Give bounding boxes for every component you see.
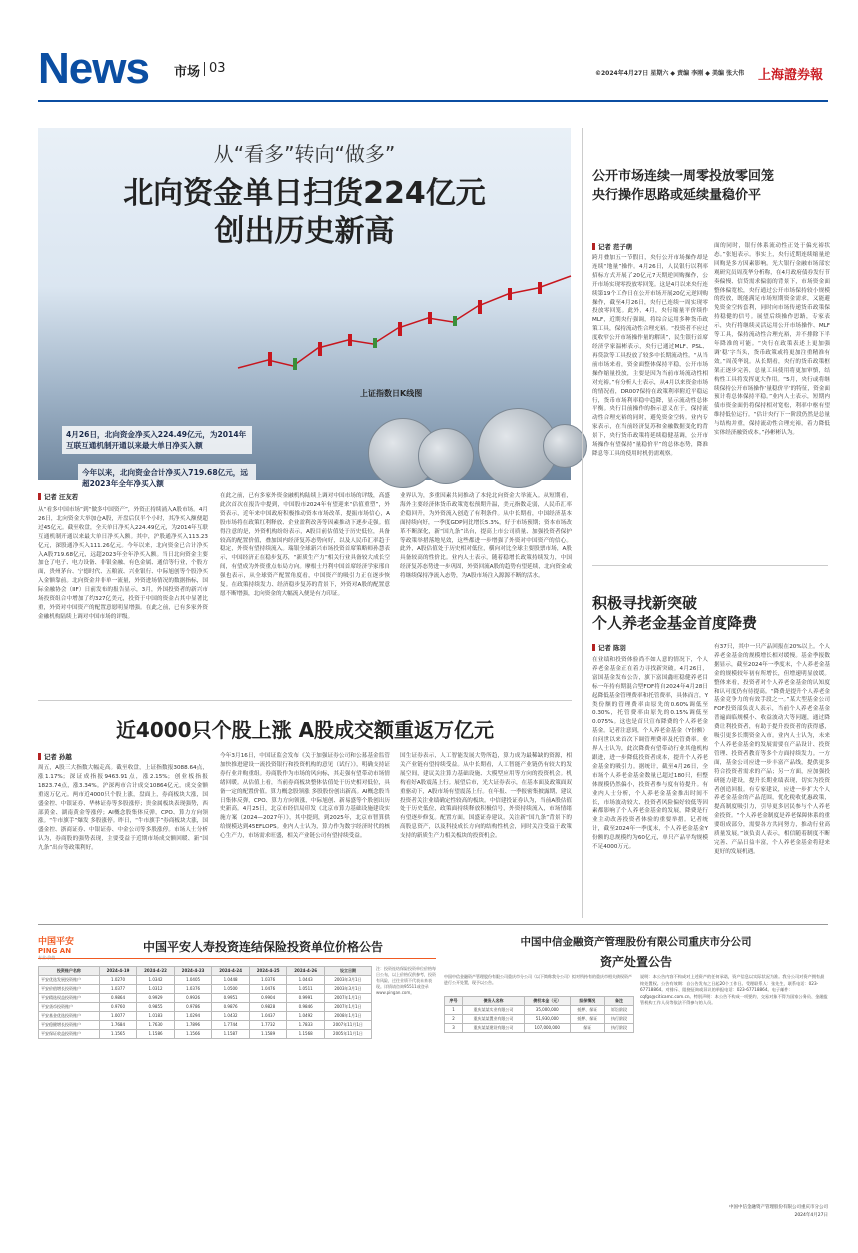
table-cell: 1.0443	[287, 976, 325, 985]
ads-rule	[38, 924, 828, 925]
section-divider	[204, 62, 205, 76]
table-cell: 1.7630	[137, 1021, 175, 1030]
table-cell: 1.0377	[99, 985, 137, 994]
table-row	[445, 1006, 634, 1015]
table-cell: 0.9876	[212, 1003, 250, 1012]
index-trend-line	[238, 276, 571, 368]
table-row	[39, 1003, 372, 1012]
header-rule	[38, 100, 828, 102]
section-rule	[592, 565, 828, 566]
headline-line2: 创出历史新高	[214, 214, 395, 249]
table-cell: 重庆某某实业有限公司	[462, 1006, 524, 1015]
story2-title-2: 央行操作思路或延续量稳价平	[592, 188, 762, 203]
table-row	[445, 1015, 634, 1024]
table-cell: 平安货币投资账户	[39, 1003, 100, 1012]
table-cell: 2007年1月1日	[324, 994, 371, 1003]
table-cell: 2007年1月1日	[324, 1003, 371, 1012]
table-cell: 3	[445, 1024, 463, 1033]
story2-title-1: 公开市场连续一周零投放零回笼	[592, 169, 775, 184]
table-cell: 0.9846	[287, 1003, 325, 1012]
table-cell: 51,930,000	[525, 1015, 571, 1024]
citic-asset-table	[444, 996, 634, 1033]
table-cell: 1.1589	[249, 1030, 287, 1039]
table-cell: 1.0376	[174, 985, 212, 994]
table-cell: 执行阶段	[605, 1015, 634, 1024]
lead-hero-image	[38, 128, 571, 488]
table-header-cell: 投资账户名称	[39, 967, 100, 976]
story4-byline: 记者 孙越	[38, 752, 72, 761]
table-cell: 1.0183	[137, 1012, 175, 1021]
masthead	[38, 44, 828, 102]
table-cell: 1.7744	[212, 1021, 250, 1030]
table-header-cell: 2024-4-23	[174, 967, 212, 976]
table-row	[39, 1012, 372, 1021]
citic-ad	[444, 934, 828, 1234]
table-cell: 1.7833	[287, 1021, 325, 1030]
table-cell: 1.0376	[249, 976, 287, 985]
table-cell: 2	[445, 1015, 463, 1024]
table-cell: 1.0476	[249, 985, 287, 994]
table-row	[39, 1030, 372, 1039]
table-cell: 2005年11月1日	[324, 1030, 371, 1039]
chart-label: 上证指数日K线图	[360, 389, 423, 398]
table-cell: 1.0432	[212, 1012, 250, 1021]
table-cell: 0.9926	[174, 994, 212, 1003]
pingan-logo: 中国平安 PING AN	[38, 937, 75, 955]
column-divider	[582, 128, 583, 918]
table-cell: 1	[445, 1006, 463, 1015]
table-cell: 平安精选权益投资账户	[39, 994, 100, 1003]
table-cell: 保证	[570, 1024, 604, 1033]
citic-right-text: 说明：本公告内容不构成对上述资产的任何承诺，资产信息以实际状况为准。我分公司对资产拥有最终处置权。公告有效期：自公告发布之日起20个工作日。受理联系人：张先生，联系电话：023-67718864。对排斥、阻挠征询或异议的举报电话：023-67718864。电子邮件：cqfgs@citicamc.com.cn。特别声明：本公告不构成一项要约，交易对象不得为国家公务员、金融监管机构工作人员等依法不得参与的人员。	[640, 974, 828, 1006]
lead-body-col2: 在此之前，已有多家外资金融机构陆续上调对中国市场的评级，高盛此次首次在报告中提到，中国股市2024年有望迎来“估值重塑”，外资表示，近年来中国政府积极推动资本市场改革，提振市场信心，A股市场将在政策红利释放、企业盈利改善等因素推动下逐步走强。值得注意的是，外资机构纷纷表示，A股目前估值处于历史低位，具备较高的配置价值，叠加国内经济复苏态势向好，以及人民币汇率趋于稳定，外资有望持续流入。瑞银全球新兴市场投资首席策略师孙慧表示，中国经济正在稳步复苏，“新质生产力”相关行业具备较大成长空间，有望成为外资重点布局方向。摩根士丹利中国首席经济学家邢自强也表示，从全球资产配置角度看，中国资产的吸引力正在逐步恢复。在政策持续发力、经济稳步复苏的背景下，外资对A股的配置意愿不断增强，北向资金的大幅流入便是有力印证。	[220, 493, 390, 597]
story2-body-col1: 跨月叠加五一节假日，央行公开市场操作却是连续“地量”操作。4月26日，人民银行以利率招标方式开展了20亿元7天期逆回购操作，公开市场实现零投放零回笼。这是4月以来央行连续第19个工作日在公开市场开展20亿元逆回购操作，截至4月26日，央行已连续一周实现零投放零回笼。此外，4月，央行缩量平价续作MLF，近期央行强调，将综合运用多种货币政策工具，保持流动性合理充裕。“投资者不应过度收窄公开市场操作量的解读”，民生银行首席经济学家温彬表示，央行已通过MLF、PSL、再贷款等工具投放了较多中长期流动性。“从当前市场来看，资金面整体保持平稳，公开市场操作缩量投放，主要是因为当前市场流动性相对充裕。”有分析人士表示，从4月以来资金市场的情况看，DR007保持在政策利率附近平稳运行，货币市场利率稳中趋降，显示流动性总体平衡。央行目前操作的指示意义在于，保持流动性合理充裕的同时，避免资金空转。业内专家表示，在当前经济复苏和金融数据变化的背景下，央行货币政策将延续稳健基调，公开市场操作有望保持“量稳价平”的总体态势，降准降息等工具的使用时机仍需观察。	[592, 255, 708, 457]
citic-date: 2024年4月27日	[794, 1213, 828, 1218]
table-cell: 重庆某某建设有限公司	[462, 1024, 524, 1033]
page-number: 03	[209, 61, 226, 76]
table-cell: 抵押、保证	[570, 1015, 604, 1024]
table-cell: 平安基金优选投资账户	[39, 1012, 100, 1021]
table-cell: 107,000,000	[525, 1024, 571, 1033]
coin-stack-decoration	[418, 428, 474, 484]
table-cell: 0.9760	[99, 1003, 137, 1012]
table-cell: 1.0437	[249, 1012, 287, 1021]
story3-title-2: 个人养老金基金首度降费	[592, 614, 758, 632]
story3-body-col1: 在业绩和投资体验尚不如人意的情况下，个人养老金基金正在着力寻找新突破。4月26日，富国基金发布公告，旗下富国鑫旺稳健养老目标一年持有期混合型FOF将自2024年4月28日起降低基金管理费率和托管费率，具体而言，Y类份额的管理费率由原先的0.60%调低至0.30%，托管费率由原先的0.15%调低至0.075%。这也是首只宣布降费的个人养老金基金。记者注意到，个人养老金基金（Y份额）自问世以来首次下调管理费率及托管费率。业界人士认为，此次降费有望带动行业其他机构跟进，进一步降低投资者成本，提升个人养老金基金的吸引力。据统计，截至4月26日，全市场个人养老金基金数量已超过180只，但整体规模仍然偏小，投资者参与度有待提升。有业内人士分析，个人养老金基金推出时间不长，市场波动较大、投资者风险偏好较低等因素都影响了个人养老金基金的发展，降费是行业主动改善投资者体验的重要举措。记者统计，截至2024年一季度末，个人养老金基金Y份额的总规模约为60亿元，单只产品平均规模不足4000万元。	[592, 657, 708, 851]
pingan-price-table	[38, 966, 372, 1039]
table-header-cell: 债权本金（元）	[525, 997, 571, 1006]
callout-text-2: 今年以来，北向资金合计净买入719.68亿元，远超2023年全年净买入额	[82, 468, 248, 488]
citic-ad-title: 中国中信金融资产管理股份有限公司重庆市分公司	[520, 936, 752, 948]
table-cell: 1.0492	[287, 1012, 325, 1021]
story4-title: 近4000只个股上涨 A股成交额重返万亿元	[115, 718, 495, 742]
table-cell: 0.9929	[137, 994, 175, 1003]
table-cell: 平安价值增长投资账户	[39, 985, 100, 994]
story4-body-col2: 今年3月16日，中国证监会发布《关于加强证券公司和公募基金监管加快推进建设一流投资银行和投资机构的意见（试行）》，明确支持证券行业并购重组。券商股作为市场的风向标，其走强有望带动市场情绪回暖。从估值上看，当前券商板块整体估值处于历史相对低位，具备一定的配置价值。算力概念股领涨 多股股份创出新高。AI概念股当日集体反弹，CPO、算力方向领涨，中际旭创、新易盛等个股创出历史新高。4月25日，北京市经信局印发《北京市算力基础设施建设实施方案（2024—2027年）》，其中提到，到2025年，北京市智算供给规模达到45EFLOPS。业内人士认为，算力作为数字经济时代的核心生产力，市场需求旺盛，相关产业链公司有望持续受益。	[220, 753, 390, 840]
table-cell: 1.1587	[212, 1030, 250, 1039]
table-cell: 1.0077	[99, 1012, 137, 1021]
table-cell: 2007年11月1日	[324, 1021, 371, 1030]
table-cell: 1.0448	[212, 976, 250, 985]
table-cell: 35,000,000	[525, 1006, 571, 1015]
lead-byline: 记者 汪友若	[38, 492, 78, 501]
table-cell: 0.9828	[249, 1003, 287, 1012]
newspaper-logo: 上海證券報	[758, 68, 824, 83]
table-cell: 1.0294	[174, 1012, 212, 1021]
brand-logo: News	[38, 44, 149, 93]
callout-box-1	[62, 426, 252, 454]
pingan-ad	[38, 934, 436, 1234]
table-header-cell: 设立日期	[324, 967, 371, 976]
lead-body-col3: 业界认为，多重因素共同推动了本轮北向资金大举流入。从短期看，海外主要经济体货币政策宽松预期升温，美元指数走弱，人民币汇率企稳回升，为外资流入创造了有利条件。从中长期看，中国经济基本面持续向好，一季度GDP同比增长5.3%，好于市场预期；资本市场改革不断深化，新“国九条”出台，提高上市公司质量、加强投资者保护等政策举措落地见效，这些都进一步增强了外资对中国资产的信心。此外，A股估值处于历史相对低位，横向对比全球主要股票市场，A股具备较高的性价比。业内人士表示，随着稳增长政策持续发力，中国经济复苏态势进一步巩固，外资回流A股的趋势有望延续，北向资金或将继续保持净流入态势，为A股市场注入源源不断的活水。	[400, 493, 572, 580]
kicker: 从“看多”转向“做多”	[213, 142, 396, 166]
callout-box-2	[78, 464, 256, 492]
story3-byline: 记者 陈羽	[592, 643, 626, 652]
table-cell: 2003年3月1日	[324, 976, 371, 985]
lead-body-col1: 从“看多中国市场”到“做多中国资产”，外资正持续涌入A股市场。4月26日，北向资金大举加仓A股，开盘后仅半个小时，其净买入额便超过45亿元。截至收盘，全天单日净买入224.49亿元，为2014年互联互通机制开通以来最大单日净买入额。其中，沪股通净买入113.23亿元，深股通净买入111.26亿元。今年以来，北向资金已合计净买入A股719.68亿元，远超2023年全年净买入额。当日北向资金主要加仓了电子、电力设备、非银金融、有色金属、通信等行业，个股方面，贵州茅台、宁德时代、五粮液、兴业银行、中际旭创等个股净买入金额靠前。北向资金并非单一流量，外资进场情况的数据指标，国际金融协会（IIF）日前发布的报告显示，3月，外国投资者的新兴市场投资组合中增加了约327亿美元，投资于中国的资金占其中显著比重，外资对中国资产的配置意愿明显增强。在此之前，已有多家外资金融机构陆续上调对中国市场的评级。	[38, 507, 209, 620]
table-cell: 1.0405	[174, 976, 212, 985]
table-header-cell: 2024-4-26	[287, 967, 325, 976]
table-header-cell: 序号	[445, 997, 463, 1006]
table-header-cell: 2024-4-22	[137, 967, 175, 976]
table-cell: 0.9904	[249, 994, 287, 1003]
table-cell: 1.7896	[174, 1021, 212, 1030]
table-cell: 0.9951	[212, 994, 250, 1003]
table-cell: 1.0500	[212, 985, 250, 994]
callout-text-1: 4月26日，北向资金净买入224.49亿元，为2014年互联互通机制开通以来最大单日净买入额	[66, 430, 247, 450]
section-name: 市场	[174, 65, 201, 80]
table-header-cell: 2024-4-24	[212, 967, 250, 976]
story2-byline: 记者 范子萌	[592, 242, 632, 251]
table-row	[39, 994, 372, 1003]
table-cell: 1.0312	[137, 985, 175, 994]
table-cell: 0.9864	[99, 994, 137, 1003]
citic-intro: 中国中信金融资产管理股份有限公司重庆市分公司（以下简称我分公司）拟对所持有的重庆市相关债权资产进行公开处置，现予以公告。	[444, 974, 632, 985]
index-kline-chart	[238, 248, 571, 398]
table-cell: 重庆某某置业有限公司	[462, 1015, 524, 1024]
citic-footer: 中国中信金融资产管理股份有限公司重庆市分公司	[729, 1205, 828, 1210]
story4-body-col3: 国生证券表示，人工智能发展大势所趋，算力成为最稀缺的资源，相关产业链有望持续受益。从中长期看，人工智能产业链仍有较大的发展空间，建议关注算力基础设施、大模型应用等方向的投资机会。机构看好A股震荡上行。展望后市，光大证券表示，在基本面及政策面双重驱动下，A股市场有望震荡上行。在年报、一季报密集披露期，建议投资者关注业绩确定性较高的板块。中信建投证券认为，当前A股估值处于历史低位，政策面持续释放积极信号，外资持续流入，市场情绪有望逐步修复。配置方面，国盛证券建议，关注新“国九条”背景下的高股息资产，以及科技成长方向的结构性机会，同时关注受益于政策支持的新质生产力相关板块的投资机会。	[400, 753, 572, 840]
section-rule	[38, 700, 572, 701]
table-cell: 0.9855	[137, 1003, 175, 1012]
table-cell: 0.9786	[174, 1003, 212, 1012]
table-cell: 1.0270	[99, 976, 137, 985]
table-cell: 1.0511	[287, 985, 325, 994]
headline-line1: 北向资金单日扫货224亿元	[123, 176, 486, 211]
table-cell: 1.7732	[249, 1021, 287, 1030]
coin-stack-decoration	[543, 424, 587, 468]
table-cell: 执行阶段	[605, 1024, 634, 1033]
table-header-cell: 债务人名称	[462, 997, 524, 1006]
table-header-cell: 担保情况	[570, 997, 604, 1006]
pingan-title-rule	[38, 958, 436, 959]
table-cell: 平安稳健增长投资账户	[39, 1021, 100, 1030]
story3-body-col2: 有37只，其中一只产品回报在20%以上。个人养老金基金的规模增长相对缓慢。基金季报数据显示，截至2024年一季度末，个人养老金基金的规模较年初有所增长，但增速明显放缓。整体来看，投资者对个人养老金基金的认知度和认可度仍有待提高。“降费是提升个人养老金基金竞争力的有效手段之一。”某大型基金公司FOF投资部负责人表示，当前个人养老金基金普遍面临规模小、收益波动大等问题，通过降费让利投资者，有助于提升投资者的获得感，吸引更多长期资金入市。业内人士认为，未来个人养老金基金的发展需要在产品设计、投资管理、投资者教育等多个方面持续发力。一方面，基金公司应进一步丰富产品线，提供更多符合投资者需求的产品；另一方面，应加强投研能力建设，提升长期业绩表现，切实为投资者创造回报。有专家建议，应进一步扩大个人养老金基金的产品范围，优化税收优惠政策，提高制度吸引力，引导更多居民参与个人养老金投资。“个人养老金制度是养老保障体系的重要组成部分，需要各方共同努力，推动行业高质量发展。”该负责人表示，相信随着制度不断完善、产品日益丰富，个人养老金基金将迎来更好的发展机遇。	[714, 644, 830, 855]
issue-meta: ©2024年4月27日 星期六 ◆ 责编 李刚 ◆ 美编 张大伟	[595, 70, 745, 77]
story2-body-col2: 面的同时，银行体系流动性正处于偏充裕状态。”张旭表示。事实上，央行近期连续缩量逆回购是多方因素影响。光大银行金融市场部宏观研究员周茂华分析称，在4月政府债券发行节奏偏慢、信贷需求偏弱的背景下，市场资金面整体偏宽松，央行通过公开市场保持较小规模的投放，既能满足市场短期资金需求，又能避免资金空转套利，同时向市场传递货币政策保持稳健的信号。展望后续操作思路，专家表示，央行将继续灵活运用公开市场操作、MLF等工具，保持流动性合理充裕，并不排除下半年降准的可能。“央行在政策表述上更加强调‘稳’字当头，货币政策或将更加注重精准有效。”周茂华说。从长期看，央行的货币政策框架正逐步完善，总量工具使用将更加审慎，结构性工具将发挥更大作用。“5月，央行或将继续保持公开市场操作‘量稳价平’的特征，资金面预计将总体保持平稳。”业内人士表示，短期内债市资金面仍将保持相对宽松，利率中枢有望维持低位运行。“估计央行下一阶段仍然是总量与结构并重，保持流动性合理充裕，着力降低实体经济融资成本。”孙彬彬认为。	[714, 243, 830, 437]
table-header-cell: 备注	[605, 997, 634, 1006]
table-row	[39, 1021, 372, 1030]
table-cell: 1.1586	[137, 1030, 175, 1039]
table-cell: 0.9991	[287, 994, 325, 1003]
pingan-note: 注：投资连结保险投资单位价格每日公布，以上价格仅供参考，投资有风险，过往业绩不代表未来表现。详情请咨询95511或登录www.pingan.com。	[376, 966, 436, 995]
table-cell: 2003年3月1日	[324, 985, 371, 994]
story3-title-1: 积极寻找新突破	[592, 594, 698, 612]
citic-ad-subtitle: 资产处置公告	[599, 955, 672, 969]
table-cell: 诉讼阶段	[605, 1006, 634, 1015]
table-cell: 1.7684	[99, 1021, 137, 1030]
table-row	[445, 1024, 634, 1033]
pingan-ad-title: 中国平安人寿投资连结保险投资单位价格公告	[142, 940, 383, 954]
table-cell: 平安优选发展投资账户	[39, 976, 100, 985]
table-cell: 2008年1月1日	[324, 1012, 371, 1021]
table-header-cell: 2024-4-19	[99, 967, 137, 976]
table-cell: 抵押、保证	[570, 1006, 604, 1015]
table-cell: 1.1565	[99, 1030, 137, 1039]
table-row	[39, 976, 372, 985]
table-cell: 1.1566	[174, 1030, 212, 1039]
story4-body-col1: 周五，A股三大指数大幅走高。截至收盘，上证指数报3088.64点，涨1.17%；深证成指报9463.91点，涨2.15%；创业板指报1823.74点，涨3.34%。沪深两市合计成交10864亿元，成交金额重返万亿元。两市近4000只个股上涨，盘面上，券商板块大涨，国盛金控、中银证券、华林证券等多股涨停；贵金属板块表现强势，西部黄金、湖南黄金等涨停；AI概念股集体反弹，CPO、算力方向领涨。“牛市旗手”爆发 多股涨停。昨日，“牛市旗手”券商板块大涨，国盛金控、浙商证券、中银证券、中金公司等多股涨停。市场人士分析认为，券商股的强势表现，主要受益于近期市场成交额回暖、新“国九条”出台等政策利好。	[38, 765, 208, 852]
table-cell: 1.0342	[137, 976, 175, 985]
table-row	[39, 985, 372, 994]
table-cell: 1.1568	[287, 1030, 325, 1039]
table-cell: 平安保证收益投资账户	[39, 1030, 100, 1039]
table-header-cell: 2024-4-25	[249, 967, 287, 976]
